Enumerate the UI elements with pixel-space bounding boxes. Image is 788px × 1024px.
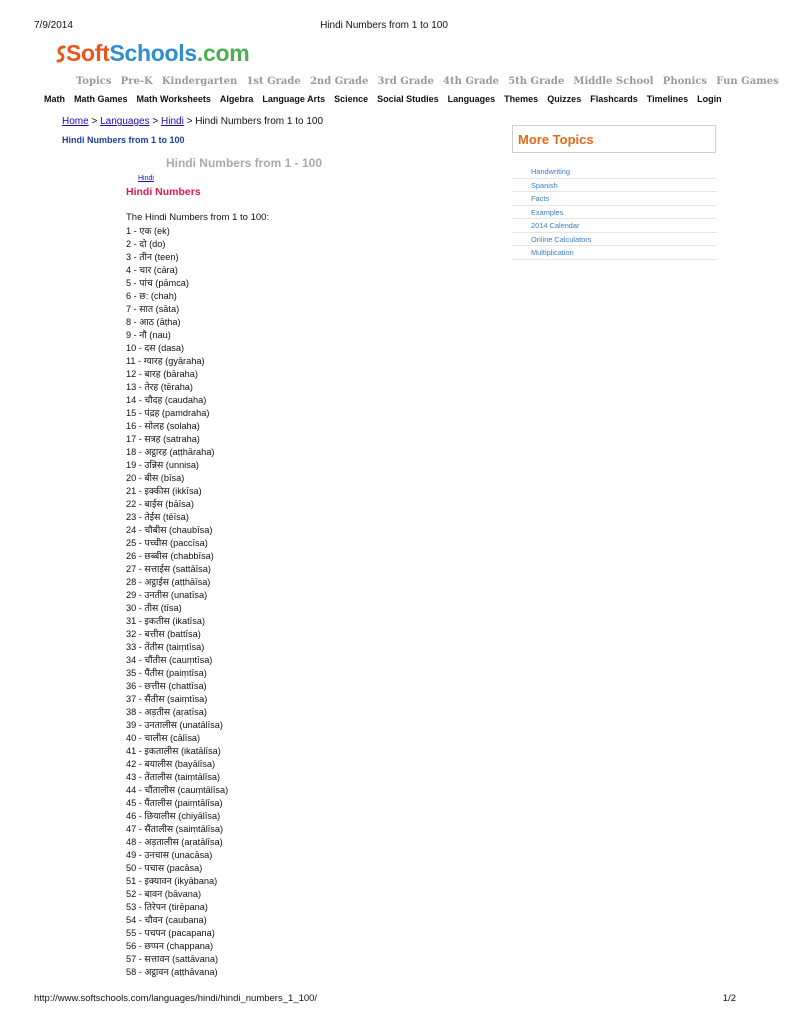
number-item: 5 - पांच (pāmca) xyxy=(126,278,189,288)
breadcrumb-current: > Hindi Numbers from 1 to 100 xyxy=(183,116,324,127)
number-item: 43 - तेंतालीस (taiṃtālīsa) xyxy=(126,772,221,782)
nav-secondary-language-arts[interactable]: Language Arts xyxy=(262,94,326,104)
nav-primary-kindergarten[interactable]: Kindergarten xyxy=(161,76,238,87)
number-item: 32 - बत्तीस (battīsa) xyxy=(126,629,201,639)
nav-secondary-science[interactable]: Science xyxy=(334,94,369,104)
number-item: 10 - दस (dasa) xyxy=(126,343,185,353)
primary-nav xyxy=(76,76,788,87)
number-item: 2 - दो (do) xyxy=(126,239,166,249)
number-item: 25 - पच्चीस (paccīsa) xyxy=(126,538,208,548)
site-logo[interactable] xyxy=(56,40,249,70)
more-topics-heading: More Topics xyxy=(518,132,594,147)
page-title: Hindi Numbers from 1 - 100 xyxy=(165,156,323,170)
number-item: 42 - बयालीस (bayālīsa) xyxy=(126,759,216,769)
number-item: 35 - पैंतीस (paiṃtīsa) xyxy=(126,668,207,678)
number-item: 12 - बारह (bāraha) xyxy=(126,369,198,379)
number-item: 30 - तीस (tīsa) xyxy=(126,603,182,613)
number-item: 36 - छत्तीस (chattīsa) xyxy=(126,681,207,691)
number-item: 21 - इक्कीस (ikkīsa) xyxy=(126,486,202,496)
section-subheading: Hindi Numbers from 1 to 100 xyxy=(62,135,185,145)
topic-link-spanish[interactable]: Spanish xyxy=(512,179,717,193)
number-item: 28 - अट्ठाईस (aṭṭhāīsa) xyxy=(126,577,211,587)
number-item: 50 - पचास (pacāsa) xyxy=(126,863,203,873)
print-page-number: 1/2 xyxy=(722,993,736,1004)
number-item: 3 - तीन (teen) xyxy=(126,252,179,262)
number-item: 55 - पचपन (pacapana) xyxy=(126,928,215,938)
nav-primary-2nd-grade[interactable]: 2nd Grade xyxy=(309,76,369,87)
nav-secondary-themes[interactable]: Themes xyxy=(504,94,539,104)
number-item: 45 - पैंतालीस (paiṃtālīsa) xyxy=(126,798,223,808)
number-item: 54 - चौवन (caubana) xyxy=(126,915,207,925)
numbers-list xyxy=(126,225,228,979)
nav-secondary-math-worksheets[interactable]: Math Worksheets xyxy=(136,94,211,104)
more-topics-list xyxy=(512,165,717,260)
number-item: 41 - इकतालीस (ikatālīsa) xyxy=(126,746,221,756)
nav-primary-pre-k[interactable]: Pre-K xyxy=(120,76,153,87)
number-item: 29 - उनतीस (unatīsa) xyxy=(126,590,208,600)
number-item: 34 - चौंतीस (cauṃtīsa) xyxy=(126,655,213,665)
number-item: 26 - छब्बीस (chabbīsa) xyxy=(126,551,214,561)
number-item: 52 - बावन (bāvana) xyxy=(126,889,202,899)
number-item: 53 - तिरेपन (tirēpana) xyxy=(126,902,208,912)
print-title: Hindi Numbers from 1 to 100 xyxy=(320,20,448,31)
number-item: 38 - अड़तीस (aṛatīsa) xyxy=(126,707,207,717)
number-item: 8 - आठ (āṭha) xyxy=(126,317,181,327)
nav-primary-5th-grade[interactable]: 5th Grade xyxy=(508,76,565,87)
number-item: 4 - चार (cāra) xyxy=(126,265,178,275)
number-item: 7 - सात (sāta) xyxy=(126,304,180,314)
nav-secondary-languages[interactable]: Languages xyxy=(447,94,496,104)
nav-primary-3rd-grade[interactable]: 3rd Grade xyxy=(377,76,434,87)
number-item: 16 - सोलह (solaha) xyxy=(126,421,200,431)
number-item: 9 - नौ (nau) xyxy=(126,330,171,340)
number-item: 22 - बाईस (bāīsa) xyxy=(126,499,194,509)
number-item: 31 - इकतीस (ikatīsa) xyxy=(126,616,206,626)
topic-link-examples[interactable]: Examples xyxy=(512,206,717,220)
number-item: 18 - अट्ठारह (aṭṭhāraha) xyxy=(126,447,215,457)
nav-secondary-login[interactable]: Login xyxy=(697,94,722,104)
number-item: 58 - अट्ठावन (aṭṭhāvana) xyxy=(126,967,218,977)
nav-secondary-math[interactable]: Math xyxy=(44,94,65,104)
nav-secondary-social-studies[interactable]: Social Studies xyxy=(377,94,439,104)
nav-secondary-algebra[interactable]: Algebra xyxy=(219,94,254,104)
number-item: 11 - ग्यारह (gyāraha) xyxy=(126,356,205,366)
content-heading: Hindi Numbers xyxy=(126,186,201,198)
print-header xyxy=(0,20,768,34)
hindi-link[interactable]: Hindi xyxy=(138,175,154,182)
topic-link-multiplication[interactable]: Multiplication xyxy=(512,246,717,260)
number-item: 23 - तेईस (tēīsa) xyxy=(126,512,189,522)
number-item: 57 - सत्तावन (sattāvana) xyxy=(126,954,219,964)
topic-link-2014-calendar[interactable]: 2014 Calendar xyxy=(512,219,717,233)
more-topics-box xyxy=(512,125,716,153)
number-item: 44 - चौंतालीस (cauṃtālīsa) xyxy=(126,785,229,795)
breadcrumb-languages-link[interactable]: Languages xyxy=(100,116,150,127)
number-item: 46 - छियालीस (chiyālīsa) xyxy=(126,811,221,821)
print-date: 7/9/2014 xyxy=(34,20,73,31)
secondary-nav xyxy=(44,94,731,104)
nav-secondary-flashcards[interactable]: Flashcards xyxy=(590,94,638,104)
nav-primary-topics[interactable]: Topics xyxy=(76,76,112,87)
intro-text: The Hindi Numbers from 1 to 100: xyxy=(126,212,270,223)
breadcrumb-hindi-link[interactable]: Hindi xyxy=(161,116,184,127)
number-item: 39 - उनतालीस (unatālīsa) xyxy=(126,720,223,730)
topic-link-facts[interactable]: Facts xyxy=(512,192,717,206)
number-item: 47 - सैंतालीस (saiṃtālīsa) xyxy=(126,824,224,834)
number-item: 15 - पंद्रह (pamdraha) xyxy=(126,408,210,418)
logo-text-part2: Schools xyxy=(109,40,197,66)
logo-text-part1: Soft xyxy=(66,40,110,66)
logo-text-part3: .com xyxy=(196,40,250,66)
number-item: 48 - अड़तालीस (aṛatālīsa) xyxy=(126,837,223,847)
number-item: 51 - इक्यावन (ikyābana) xyxy=(126,876,218,886)
breadcrumb xyxy=(62,116,323,127)
nav-secondary-quizzes[interactable]: Quizzes xyxy=(547,94,582,104)
number-item: 6 - छ: (chah) xyxy=(126,291,177,301)
topic-link-handwriting[interactable]: Handwriting xyxy=(512,165,717,179)
nav-primary-middle-school[interactable]: Middle School xyxy=(573,76,654,87)
breadcrumb-separator: > xyxy=(88,116,101,127)
number-item: 20 - बीस (bīsa) xyxy=(126,473,185,483)
number-item: 1 - एक (ek) xyxy=(126,226,170,236)
number-item: 37 - सैंतीस (saiṃtīsa) xyxy=(126,694,208,704)
nav-primary-1st-grade[interactable]: 1st Grade xyxy=(246,76,301,87)
number-item: 17 - सत्रह (satraha) xyxy=(126,434,200,444)
nav-primary-phonics[interactable]: Phonics xyxy=(662,76,708,87)
number-item: 40 - चालीस (cālīsa) xyxy=(126,733,201,743)
number-item: 27 - सत्ताईस (sattāīsa) xyxy=(126,564,211,574)
breadcrumb-separator: > xyxy=(149,116,161,127)
number-item: 13 - तेरह (tēraha) xyxy=(126,382,193,392)
nav-secondary-math-games[interactable]: Math Games xyxy=(74,94,128,104)
nav-primary-fun-games[interactable]: Fun Games xyxy=(716,76,779,87)
breadcrumb-home-link[interactable]: Home xyxy=(62,116,89,127)
nav-primary-4th-grade[interactable]: 4th Grade xyxy=(443,76,500,87)
number-item: 33 - तेंतीस (taiṃtīsa) xyxy=(126,642,205,652)
logo-swirl-icon xyxy=(56,44,66,64)
print-url: http://www.softschools.com/languages/hindi/hindi_numbers_1_100/ xyxy=(34,993,318,1004)
number-item: 56 - छप्पन (chappana) xyxy=(126,941,214,951)
number-item: 19 - उन्निस (unnisa) xyxy=(126,460,199,470)
number-item: 24 - चौबीस (chaubīsa) xyxy=(126,525,213,535)
nav-secondary-timelines[interactable]: Timelines xyxy=(646,94,689,104)
number-item: 14 - चौदह (caudaha) xyxy=(126,395,207,405)
topic-link-online-calculators[interactable]: Online Calculators xyxy=(512,233,717,247)
number-item: 49 - उनचास (unacāsa) xyxy=(126,850,213,860)
